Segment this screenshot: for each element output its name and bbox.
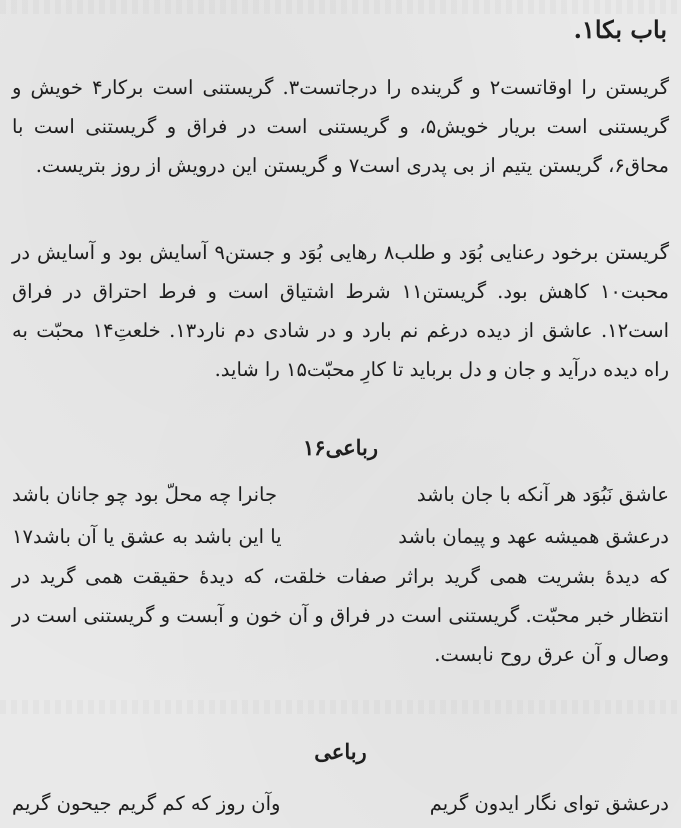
- verse-2-second-hemistich: یا این باشد به عشق یا آن باشد۱۷: [12, 525, 282, 548]
- verse-2-first-hemistich: درعشق همیشه عهد و پیمان باشد: [398, 525, 669, 548]
- verse-line-2: [12, 519, 669, 555]
- verse-1-second-hemistich: جانرا چه محلّ بود چو جانان باشد: [12, 483, 278, 506]
- paragraph-eye-of-truth: که دیدهٔ بشریت همی گرید براثر صفات خلقت، که دیدهٔ حقیقت همی گرید در انتظار خبر محبّت. گریستنی است در فراق و آن خون و آبست و گریستنی است در وصال و آن عرق روح نابست.: [12, 565, 669, 666]
- verse-3-second-hemistich: وآن روز که کم گریم جیحون گریم: [12, 792, 281, 815]
- chapter-title: باب بکا۱.: [573, 15, 667, 44]
- quatrain-heading-1: رباعی۱۶: [303, 435, 378, 460]
- verse-line-1: [12, 477, 669, 513]
- bleed-through-bottom: [0, 700, 681, 714]
- verse-1-first-hemistich: عاشق نَبُوَد هر آنکه با جان باشد: [416, 483, 669, 506]
- paragraph-weeping-times: گریستن را اوقاتست۲ و گرینده را درجاتست۳. گریستنی است برکار۴ خویش و گریستنی است بریار خویش۵، و گریستنی است در فراق و گریستنی است با محاق۶، گریستن یتیم از بی پدری است۷ و گریستن این درویش از روز بتریست.: [12, 76, 669, 177]
- paragraph-weeping-self: گریستن برخود رعنایی بُوَد و طلب۸ رهایی بُوَد و جستن۹ آسایش بود و آسایش در محبت۱۰ کاهش بود. گریستن۱۱ شرط اشتیاق است و فرط احتراق در فراق است۱۲. عاشق از دیده درغم نم بارد و در شادی دم نارد۱۳. خلعتِ۱۴ محبّت به راه دیده درآید و جان و دل برباید تا کارِ محبّت۱۵ را شاید.: [12, 241, 670, 381]
- verse-line-3: [12, 786, 669, 822]
- quatrain-heading-2: رباعی: [314, 739, 367, 764]
- verse-3-first-hemistich: درعشق توای نگار ایدون گریم: [429, 792, 669, 815]
